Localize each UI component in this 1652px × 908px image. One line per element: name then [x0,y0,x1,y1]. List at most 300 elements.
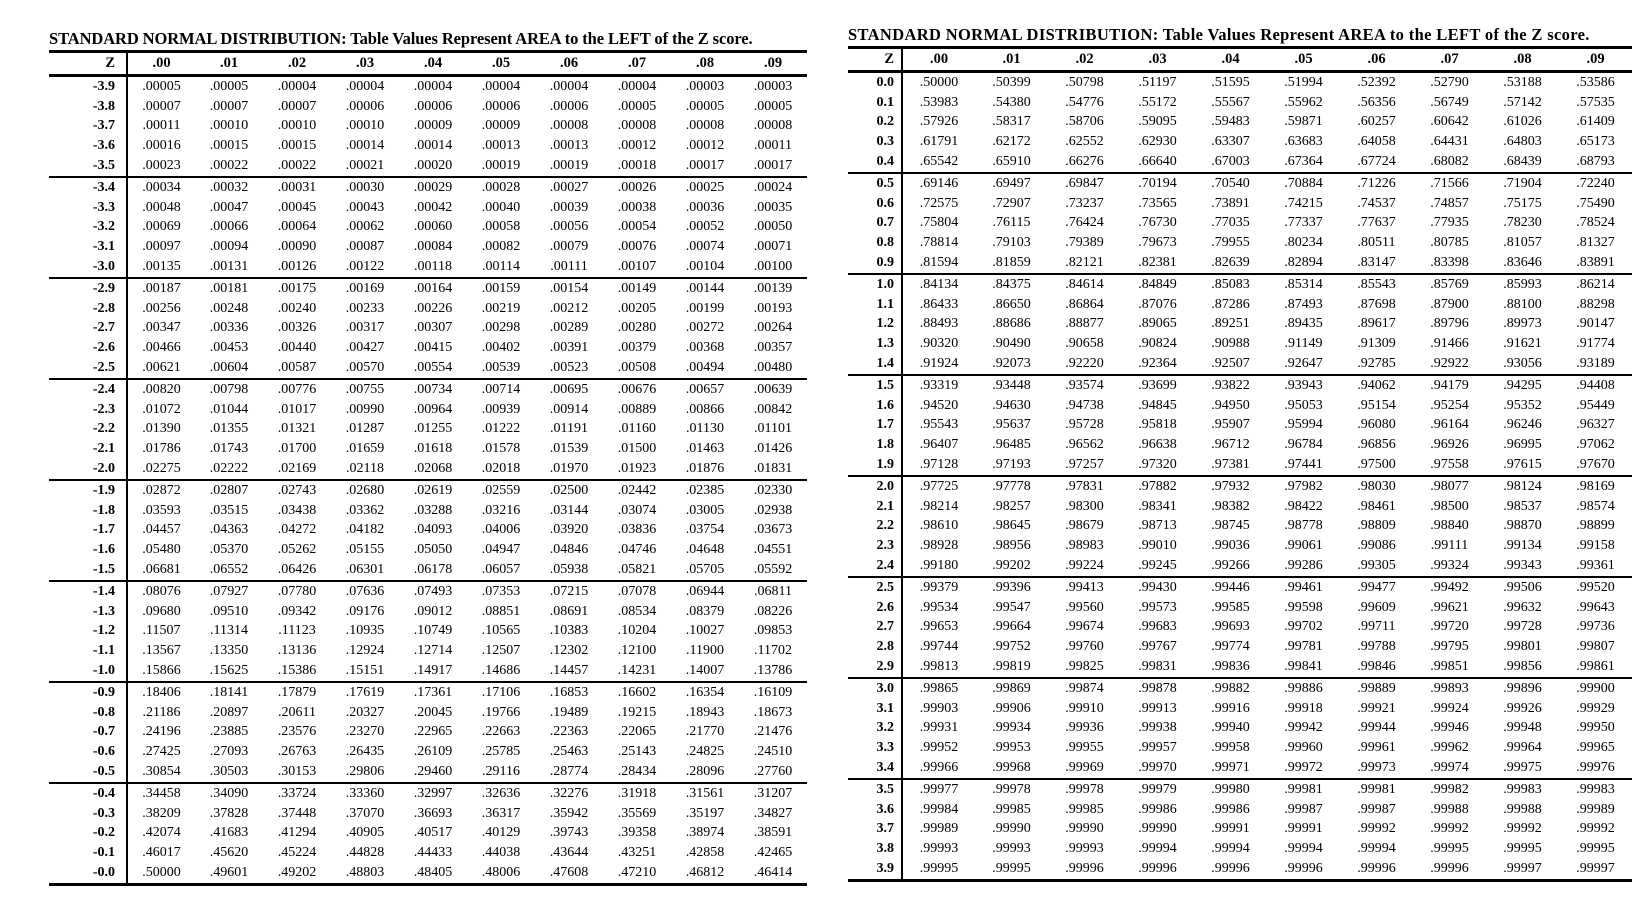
area-value-cell: .06681 [127,560,195,581]
table-row [49,823,807,843]
area-value-cell: .38974 [685,825,725,841]
area-value-cell: .00005 [685,98,725,114]
z-value: 0.2 [848,113,902,133]
table-body [49,76,807,885]
area-value-cell: .86214 [1576,276,1615,292]
area-value-cell: .99831 [1121,657,1194,678]
area-value-cell: .97831 [1065,478,1104,494]
z-value: -3.6 [49,136,127,156]
area-value-cell: .28096 [671,762,739,783]
area-value-cell: .22663 [481,724,521,740]
table-row [848,758,1632,779]
area-value-cell: .99960 [1284,740,1323,756]
area-value-cell: .98077 [1430,478,1469,494]
area-value-cell: .94408 [1576,377,1615,393]
area-value-cell: .00122 [331,257,399,278]
area-value-cell: .93319 [919,377,959,393]
area-value-cell: .04746 [617,542,657,558]
area-value-cell: .99903 [919,700,959,716]
area-value-cell: .00776 [277,381,317,397]
area-value-cell: .70194 [1138,175,1177,191]
area-value-cell: .00084 [413,239,453,255]
area-value-cell: .43644 [549,845,589,861]
table-row [848,577,1632,598]
area-value-cell: .00256 [142,300,181,316]
area-value-cell: .99934 [992,720,1031,736]
area-value-cell: .83646 [1486,253,1559,274]
area-value-cell: .98300 [1065,498,1104,514]
area-value-cell: .33360 [345,785,385,801]
area-value-cell: .00029 [413,179,453,195]
area-value-cell: .89973 [1503,316,1542,332]
area-value-cell: .96712 [1211,437,1250,453]
table-row [49,97,807,117]
area-value-cell: .85769 [1430,276,1469,292]
area-value-cell: .36693 [413,805,453,821]
area-value-cell: .90147 [1576,316,1615,332]
area-value-cell: .00011 [142,118,181,134]
area-value-cell: .87286 [1211,296,1250,312]
area-value-cell: .92922 [1413,354,1486,375]
area-value-cell: .98574 [1576,498,1615,514]
z-value: -1.2 [49,622,127,642]
area-value-cell: .00015 [277,138,317,154]
area-value-cell: .99995 [992,860,1031,876]
area-value-cell: .00015 [209,138,249,154]
area-value-cell: .88100 [1503,296,1542,312]
area-value-cell: .32997 [413,785,453,801]
area-value-cell: .99653 [919,619,959,635]
area-value-cell: .02385 [685,482,725,498]
area-value-cell: .09510 [209,603,249,619]
area-value-cell: .04551 [753,542,793,558]
area-value-cell: .99992 [1430,821,1469,837]
area-value-cell: .51197 [1138,74,1177,90]
table-row [848,214,1632,234]
area-value-cell: .99910 [1065,700,1104,716]
area-value-cell: .93574 [1065,377,1104,393]
area-value-cell: .05155 [345,542,385,558]
area-value-cell: .99964 [1503,740,1542,756]
area-value-cell: .50798 [1065,74,1104,90]
area-value-cell: .99976 [1559,758,1632,779]
area-value-cell: .99788 [1357,639,1396,655]
area-value-cell: .03362 [345,502,385,518]
area-value-cell: .50000 [142,864,181,880]
table-header [49,52,807,76]
area-value-cell: .99991 [1284,821,1323,837]
area-value-cell: .18141 [209,684,249,700]
area-value-cell: .68439 [1486,152,1559,173]
area-value-cell: .93699 [1138,377,1177,393]
area-value-cell: .79955 [1211,235,1250,251]
area-value-cell: .44038 [481,845,521,861]
area-value-cell: .49202 [277,864,317,880]
area-value-cell: .00047 [209,199,249,215]
area-value-cell: .10935 [345,623,385,639]
area-value-cell: .00076 [617,239,657,255]
area-value-cell: .32636 [481,785,521,801]
area-value-cell: .00011 [754,138,792,154]
area-value-cell: .99819 [975,657,1048,678]
area-value-cell: .89617 [1357,316,1396,332]
area-value-cell: .58706 [1065,114,1104,130]
area-value-cell: .15866 [127,661,195,682]
area-value-cell: .73237 [1065,195,1104,211]
table-row [848,354,1632,375]
area-value-cell: .20045 [413,704,453,720]
area-value-cell: .00554 [399,358,467,379]
area-value-cell: .00104 [671,257,739,278]
area-value-cell: .90490 [992,336,1031,352]
area-value-cell: .69847 [1065,175,1104,191]
z-value: -2.2 [49,420,127,440]
area-value-cell: .00008 [549,118,589,134]
area-value-cell: .00018 [603,156,671,177]
area-value-cell: .87076 [1138,296,1177,312]
prob-column-header: .07 [603,52,671,76]
area-value-cell: .00466 [142,340,181,356]
area-value-cell: .00004 [617,78,657,94]
area-value-cell: .73565 [1138,195,1177,211]
area-value-cell: .99942 [1284,720,1323,736]
table-row [848,598,1632,618]
area-value-cell: .56749 [1430,94,1469,110]
area-value-cell: .12100 [617,643,657,659]
area-value-cell: .99921 [1357,700,1396,716]
area-value-cell: .06301 [331,560,399,581]
area-value-cell: .47608 [549,864,589,880]
area-value-cell: .01191 [550,421,588,437]
area-value-cell: .00048 [142,199,181,215]
area-value-cell: .01426 [753,441,793,457]
area-value-cell: .03593 [142,502,181,518]
table-row [49,136,807,156]
area-value-cell: .67724 [1340,152,1413,173]
area-value-cell: .39743 [549,825,589,841]
table-row [848,416,1632,436]
area-value-cell: .00570 [331,358,399,379]
area-value-cell: .01659 [345,441,385,457]
area-value-cell: .98745 [1211,518,1250,534]
z-value: -1.0 [49,661,127,682]
area-value-cell: .14231 [603,661,671,682]
table-row [49,560,807,581]
area-value-cell: .05050 [413,542,453,558]
area-value-cell: .99946 [1430,720,1469,736]
area-value-cell: .00009 [413,118,453,134]
area-value-cell: .99973 [1340,758,1413,779]
area-value-cell: .02275 [127,459,195,480]
area-value-cell: .15625 [195,661,263,682]
area-value-cell: .09853 [753,623,793,639]
z-value: 1.9 [848,455,902,476]
area-value-cell: .87698 [1357,296,1396,312]
area-value-cell: .21770 [685,724,725,740]
area-value-cell: .00032 [209,179,249,195]
area-value-cell: .04846 [549,542,589,558]
area-value-cell: .16602 [617,684,657,700]
area-value-cell: .43251 [617,845,657,861]
area-value-cell: .08379 [685,603,725,619]
area-value-cell: .01130 [686,421,724,437]
area-value-cell: .99992 [1576,821,1615,837]
area-value-cell: .77935 [1430,215,1469,231]
area-value-cell: .57535 [1576,94,1615,110]
area-value-cell: .00039 [549,199,589,215]
area-value-cell: .87493 [1284,296,1323,312]
area-value-cell: .95254 [1430,397,1469,413]
area-value-cell: .99996 [1138,860,1177,876]
z-value: -1.4 [49,581,127,602]
table-row [848,152,1632,173]
prob-column-header: .03 [1121,48,1194,72]
area-value-cell: .16354 [685,684,725,700]
table-row [848,556,1632,577]
area-value-cell: .99993 [919,841,959,857]
table-row [49,117,807,137]
area-value-cell: .52392 [1357,74,1396,90]
area-value-cell: .09342 [277,603,317,619]
z-value: 0.9 [848,253,902,274]
area-value-cell: .46017 [142,845,181,861]
area-value-cell: .00017 [739,156,807,177]
area-value-cell: .00347 [142,320,181,336]
area-value-cell: .00016 [142,138,181,154]
area-value-cell: .99224 [1048,556,1121,577]
area-value-cell: .94179 [1430,377,1469,393]
area-value-cell: .37448 [277,805,317,821]
area-value-cell: .99461 [1284,579,1323,595]
area-value-cell: .82639 [1194,253,1267,274]
area-value-cell: .99744 [919,639,959,655]
area-value-cell: .99906 [992,700,1031,716]
z-value: -0.7 [49,723,127,743]
area-value-cell: .77035 [1211,215,1250,231]
area-value-cell: .96638 [1138,437,1177,453]
table-row [848,637,1632,657]
area-value-cell: .00391 [549,340,589,356]
area-value-cell: .93822 [1211,377,1250,393]
area-value-cell: .00022 [263,156,331,177]
area-value-cell: .97670 [1559,455,1632,476]
area-value-cell: .00013 [481,138,521,154]
area-value-cell: .00219 [481,300,521,316]
area-value-cell: .99992 [1357,821,1396,837]
table-row [49,622,807,642]
area-value-cell: .18943 [685,704,725,720]
positive-z-table [848,46,1632,882]
area-value-cell: .10749 [413,623,453,639]
area-value-cell: .97441 [1267,455,1340,476]
prob-column-header: .08 [1486,48,1559,72]
table-row [848,93,1632,113]
z-value: -1.1 [49,641,127,661]
area-value-cell: .03216 [481,502,521,518]
area-value-cell: .39358 [617,825,657,841]
area-value-cell: .89435 [1284,316,1323,332]
area-value-cell: .08534 [617,603,657,619]
area-value-cell: .32276 [549,785,589,801]
area-value-cell: .00990 [345,401,385,417]
area-value-cell: .98899 [1576,518,1615,534]
z-value: -1.3 [49,602,127,622]
area-value-cell: .99632 [1503,599,1542,615]
area-value-cell: .99997 [1576,860,1615,876]
area-value-cell: .28774 [535,762,603,783]
area-value-cell: .00480 [739,358,807,379]
z-value: -1.5 [49,560,127,581]
area-value-cell: .00050 [753,219,793,235]
area-value-cell: .00264 [753,320,793,336]
area-value-cell: .74857 [1430,195,1469,211]
table-row [848,375,1632,396]
area-value-cell: .99994 [1284,841,1323,857]
area-value-cell: .22065 [617,724,657,740]
area-value-cell: .37828 [209,805,249,821]
area-value-cell: .12714 [413,643,453,659]
area-value-cell: .00004 [277,78,317,94]
table-row [848,72,1632,93]
area-value-cell: .23576 [277,724,317,740]
area-value-cell: .00025 [685,179,725,195]
area-value-cell: .97257 [1048,455,1121,476]
area-value-cell: .00030 [345,179,385,195]
area-value-cell: .00020 [399,156,467,177]
area-value-cell: .99900 [1576,680,1615,696]
area-value-cell: .21476 [753,724,793,740]
area-value-cell: .59871 [1284,114,1323,130]
area-value-cell: .00212 [549,300,589,316]
area-value-cell: .99987 [1357,801,1396,817]
area-value-cell: .01017 [277,401,317,417]
table-row [848,435,1632,455]
area-value-cell: .99991 [1211,821,1250,837]
area-value-cell: .96164 [1430,417,1469,433]
area-value-cell: .35197 [685,805,725,821]
area-value-cell: .99987 [1284,801,1323,817]
area-value-cell: .00007 [277,98,317,114]
area-value-cell: .05592 [739,560,807,581]
table-row [49,501,807,521]
area-value-cell: .99981 [1284,781,1323,797]
area-value-cell: .61409 [1576,114,1615,130]
area-value-cell: .12507 [481,643,521,659]
area-value-cell: .69146 [919,175,959,191]
area-value-cell: .98537 [1503,498,1542,514]
area-value-cell: .00842 [753,401,793,417]
area-value-cell: .71566 [1430,175,1469,191]
area-value-cell: .99896 [1503,680,1542,696]
z-value: 2.3 [848,536,902,556]
area-value-cell: .83398 [1413,253,1486,274]
area-value-cell: .98422 [1284,498,1323,514]
area-value-cell: .00233 [345,300,385,316]
area-value-cell: .40905 [345,825,385,841]
area-value-cell: .99111 [1430,538,1469,554]
area-value-cell: .76424 [1065,215,1104,231]
area-value-cell: .97778 [992,478,1031,494]
area-value-cell: .89796 [1430,316,1469,332]
area-value-cell: .02938 [753,502,793,518]
area-value-cell: .99825 [1048,657,1121,678]
area-value-cell: .00289 [549,320,589,336]
area-value-cell: .01044 [209,401,249,417]
table-row [848,396,1632,416]
area-value-cell: .99767 [1138,639,1177,655]
z-value: 1.6 [848,396,902,416]
area-value-cell: .00007 [209,98,249,114]
area-value-cell: .99477 [1357,579,1396,595]
area-value-cell: .07215 [549,583,589,599]
area-value-cell: .67364 [1267,152,1340,173]
area-value-cell: .72240 [1576,175,1615,191]
area-value-cell: .53983 [919,94,959,110]
area-value-cell: .02807 [209,482,249,498]
area-value-cell: .00866 [685,401,725,417]
area-value-cell: .00008 [617,118,657,134]
area-value-cell: .45620 [209,845,249,861]
area-value-cell: .27093 [209,744,249,760]
area-value-cell: .98610 [919,518,959,534]
area-value-cell: .99836 [1194,657,1267,678]
area-value-cell: .99974 [1413,758,1486,779]
area-value-cell: .00013 [549,138,589,154]
table-row [848,497,1632,517]
area-value-cell: .00587 [263,358,331,379]
area-value-cell: .06057 [467,560,535,581]
area-value-cell: .01355 [209,421,249,437]
area-value-cell: .88493 [919,316,959,332]
area-value-cell: .00169 [345,280,385,296]
area-value-cell: .06426 [263,560,331,581]
area-value-cell: .99978 [1065,781,1104,797]
table-row [848,839,1632,859]
area-value-cell: .01101 [754,421,792,437]
area-value-cell: .00017 [671,156,739,177]
area-value-cell: .97982 [1284,478,1323,494]
area-value-cell: .00415 [413,340,453,356]
area-value-cell: .03836 [617,522,657,538]
area-value-cell: .99305 [1340,556,1413,577]
table-title: STANDARD NORMAL DISTRIBUTION: Table Values Represent AREA to the LEFT of the Z score. [49,29,753,48]
area-value-cell: .99010 [1138,538,1177,554]
area-value-cell: .01786 [142,441,181,457]
z-value: -0.8 [49,703,127,723]
area-value-cell: .00368 [685,340,725,356]
area-value-cell: .99978 [992,781,1031,797]
table-row [848,819,1632,839]
area-value-cell: .00199 [685,300,725,316]
z-value: -2.4 [49,379,127,400]
area-value-cell: .96562 [1065,437,1104,453]
z-value: 1.8 [848,435,902,455]
area-value-cell: .82381 [1121,253,1194,274]
area-value-cell: .00326 [277,320,317,336]
area-value-cell: .00058 [481,219,521,235]
area-value-cell: .99961 [1357,740,1396,756]
area-value-cell: .99547 [992,599,1031,615]
area-value-cell: .04182 [345,522,385,538]
area-value-cell: .14917 [399,661,467,682]
area-value-cell: .73891 [1211,195,1250,211]
table-row [848,800,1632,820]
area-value-cell: .97932 [1211,478,1250,494]
table-row [49,540,807,560]
area-value-cell: .98778 [1284,518,1323,534]
area-value-cell: .00042 [413,199,453,215]
table-row [848,699,1632,719]
